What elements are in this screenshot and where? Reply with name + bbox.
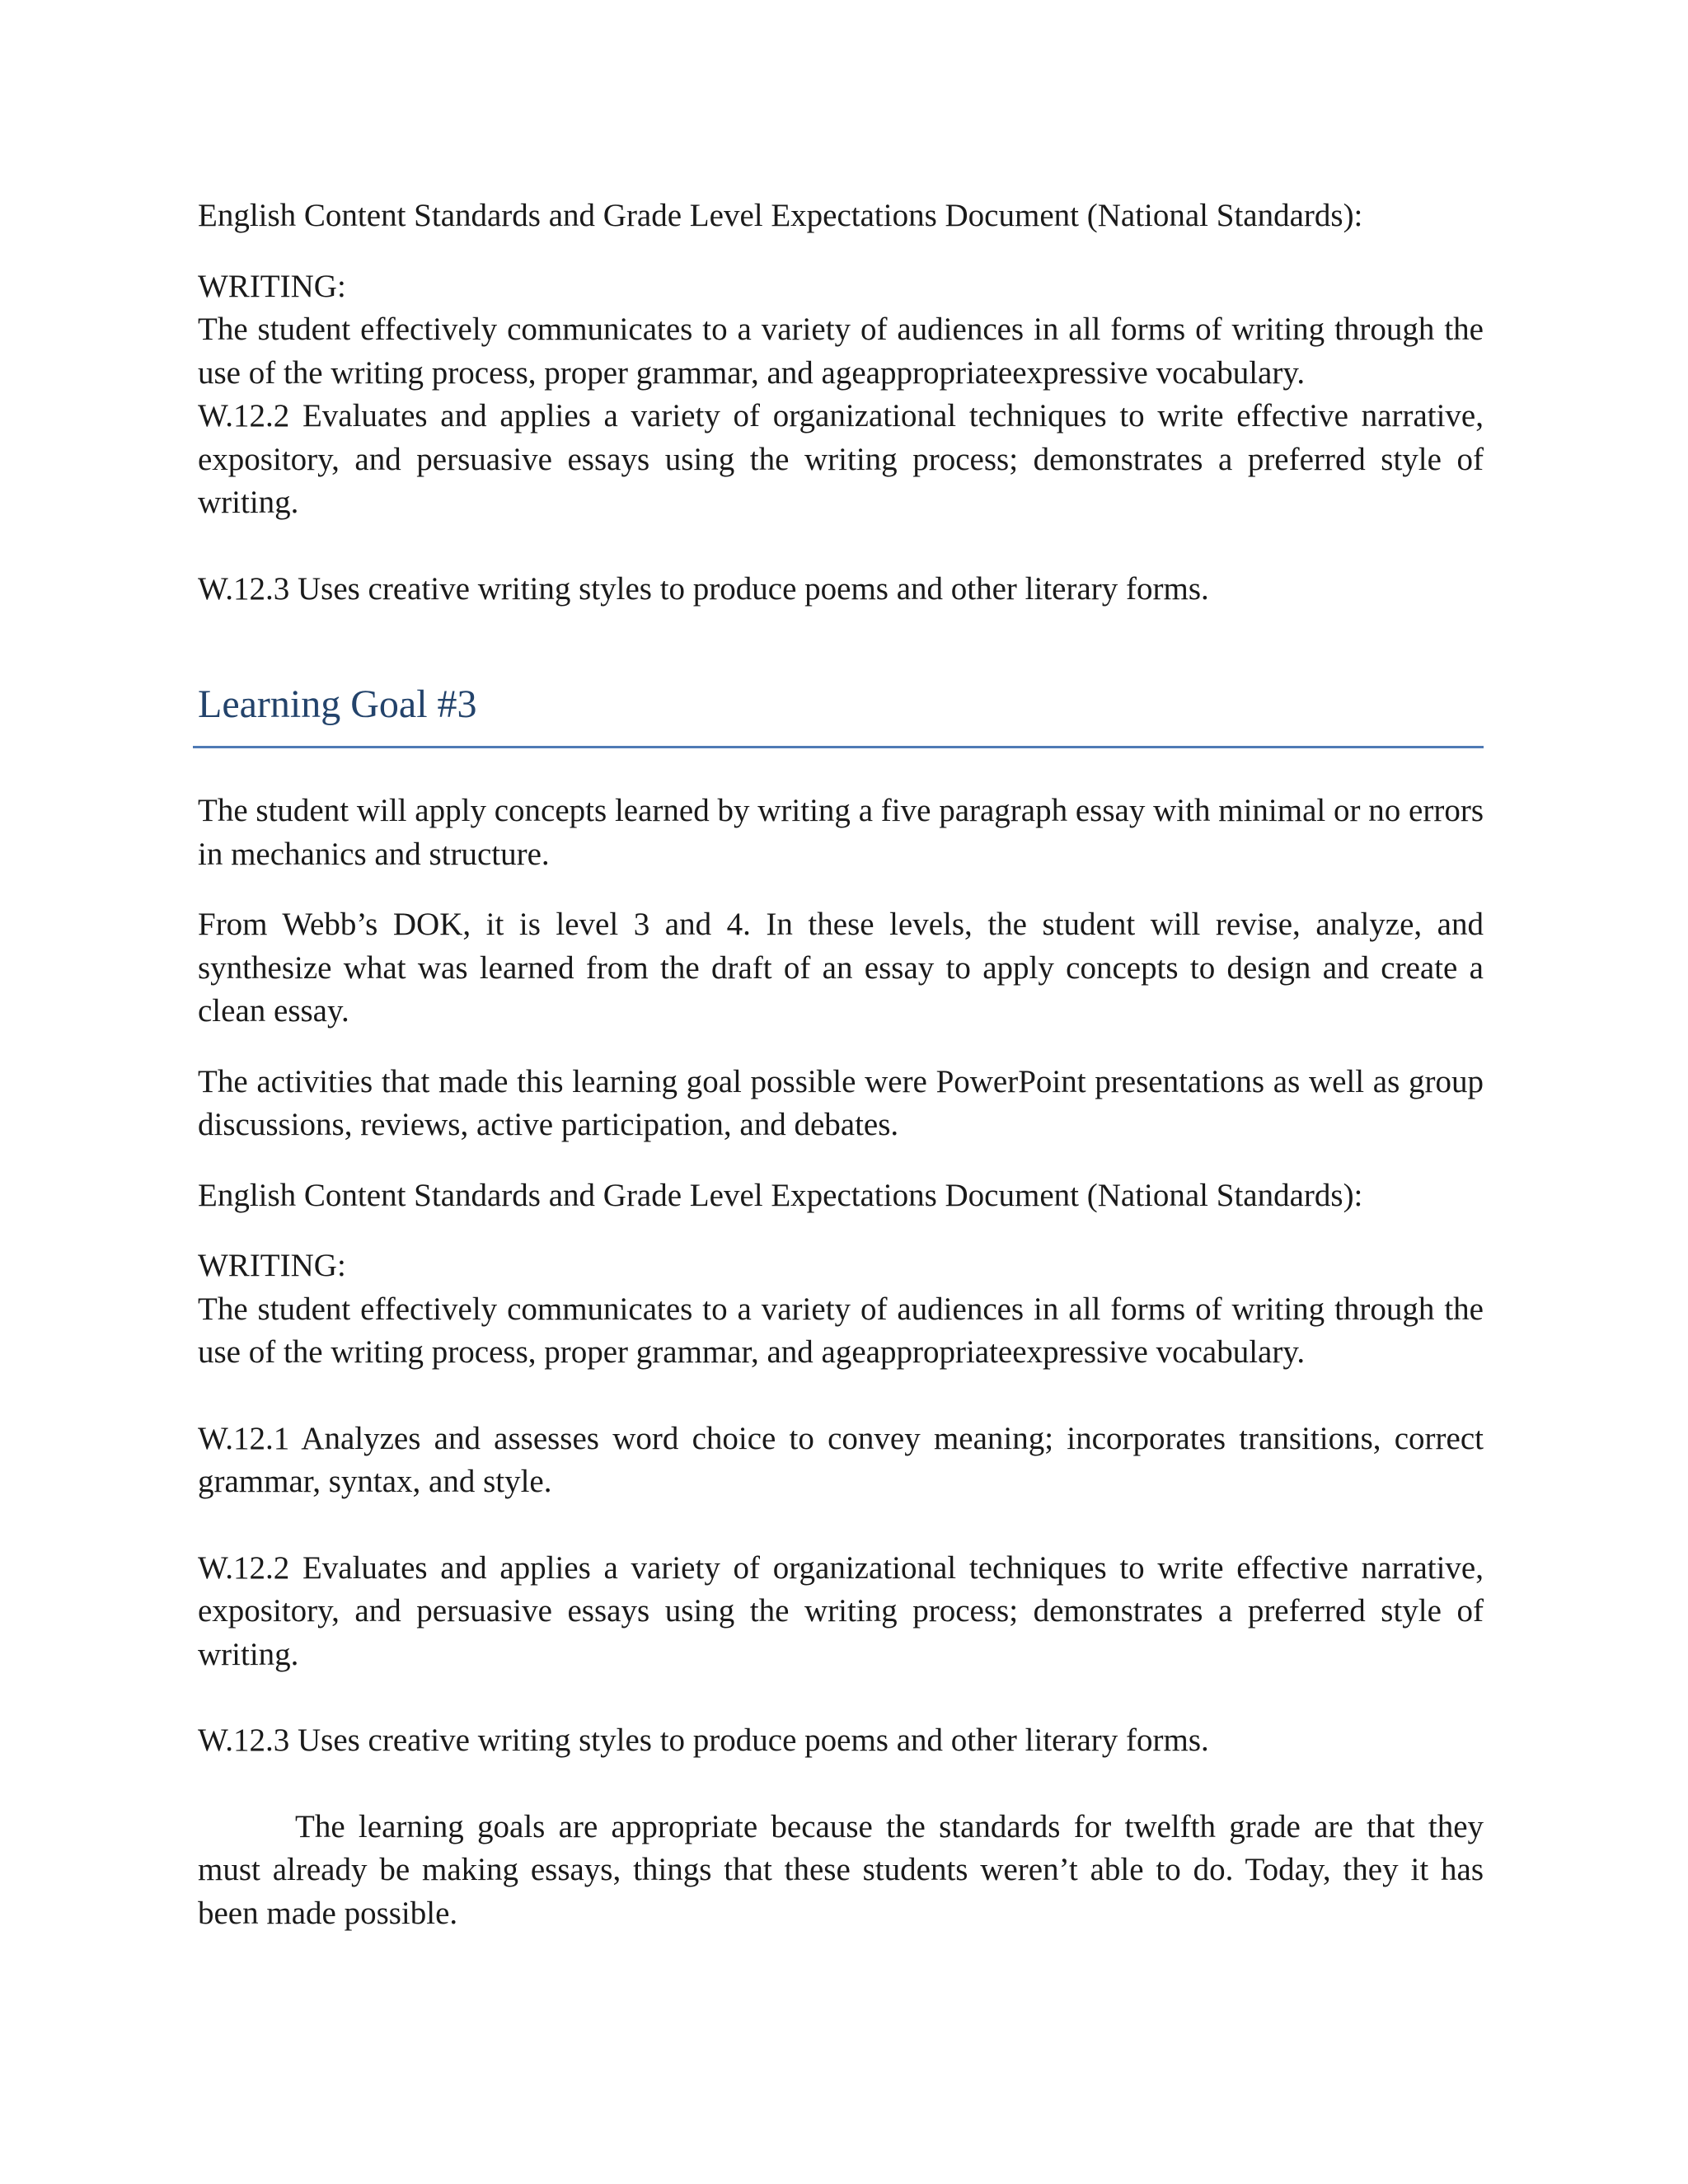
writing-description-2: The student effectively communicates to a variety of audiences in all forms of writing through the use of the writing process, proper grammar, and ageappropriateexpressive vocabulary. <box>198 1291 1484 1370</box>
writing-label-2: WRITING: <box>198 1248 346 1283</box>
standard-w12-3: W.12.3 Uses creative writing styles to produce poems and other literary forms. <box>198 570 1209 607</box>
section-learning-goal <box>198 790 1484 1935</box>
standards-intro: English Content Standards and Grade Level Expectations Document (National Standards): <box>198 198 1363 233</box>
standard-w12-3-b: W.12.3 Uses creative writing styles to produce poems and other literary forms. <box>198 1722 1209 1758</box>
standards-intro-2: English Content Standards and Grade Level Expectations Document (National Standards): <box>198 1177 1363 1213</box>
writing-description: The student effectively communicates to a variety of audiences in all forms of writing through the use of the writing process, proper grammar, and ageappropriateexpressive vocabulary. <box>198 312 1484 391</box>
standard-w12-2-b: W.12.2 Evaluates and applies a variety of organizational techniques to write effective narrative, expository, and persuasive essays using the writing process; demonstrates a preferred style of writing. <box>198 1549 1484 1672</box>
standard-w12-1: W.12.1 Analyzes and assesses word choice to convey meaning; incorporates transitions, correct grammar, syntax, and style. <box>198 1420 1484 1499</box>
goal-statement: The student will apply concepts learned by writing a five paragraph essay with minimal or no errors in mechanics and structure. <box>198 793 1484 872</box>
section-heading: Learning Goal #3 <box>198 682 477 726</box>
standard-w12-2: W.12.2 Evaluates and applies a variety of organizational techniques to write effective narrative, expository, and persuasive essays using the writing process; demonstrates a preferred style of writing. <box>198 398 1484 520</box>
conclusion-paragraph: The learning goals are appropriate because the standards for twelfth grade are that they must already be making essays, things that these students weren’t able to do. Today, they it has been made possible. <box>198 1808 1484 1931</box>
section-standards-top <box>198 194 1484 611</box>
writing-label: WRITING: <box>198 268 346 304</box>
heading-underline <box>193 746 1484 748</box>
activities-paragraph: The activities that made this learning goal possible were PowerPoint presentations as well as group discussions, reviews, active participation, and debates. <box>198 1063 1484 1142</box>
dok-paragraph: From Webb’s DOK, it is level 3 and 4. In these levels, the student will revise, analyze, and synthesize what was learned from the draft of an essay to apply concepts to design and create a clean essay. <box>198 907 1484 1029</box>
